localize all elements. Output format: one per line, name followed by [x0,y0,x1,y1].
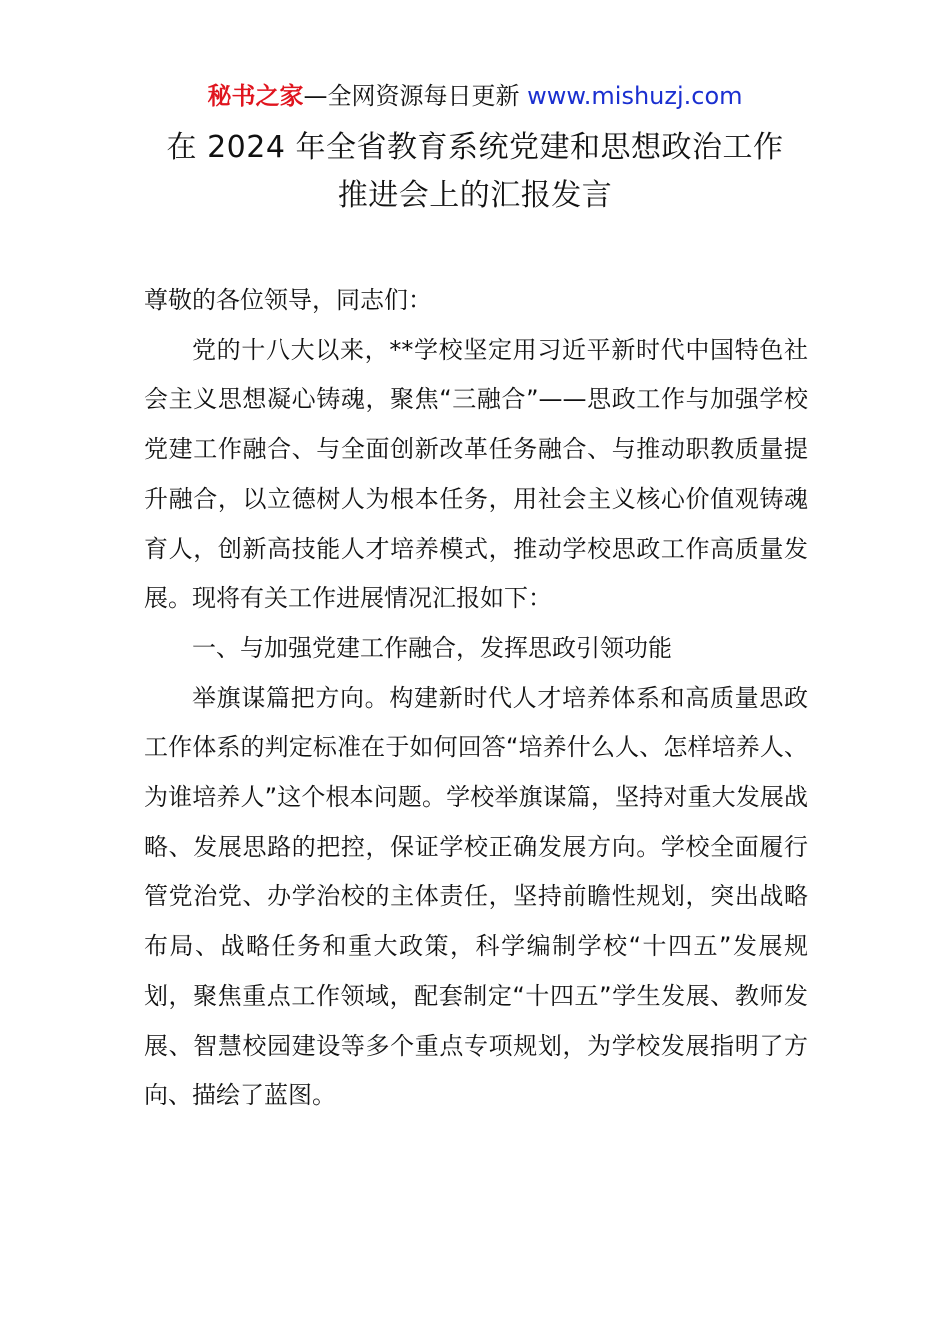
salutation: 尊敬的各位领导，同志们： [144,286,432,314]
document-body [144,276,808,1121]
section-heading-1: 一、与加强党建工作融合，发挥思政引领功能 [192,633,672,662]
site-url-link[interactable]: www.mishuzj.com [527,82,743,110]
site-brand: 秘书之家 [207,82,304,110]
title-line-2: 推进会上的汇报发言 [337,178,613,213]
site-header [0,80,950,112]
body-paragraph-1: 党的十八大以来，**学校坚定用习近平新时代中国特色社会主义思想凝心铸魂，聚焦“三融合”——思政工作与加强学校党建工作融合、与全面创新改革任务融合、与推动职教质量提升融合，以立德树人为根本任务，用社会主义核心价值观铸魂育人，创新高技能人才培养模式，推动学校思政工作高质量发展。现将有关工作进展情况汇报如下： [144,335,808,613]
title-line-1: 在 2024 年全省教育系统党建和思想政治工作 [166,130,784,165]
document-title [0,124,950,220]
body-paragraph-2: 举旗谋篇把方向。构建新时代人才培养体系和高质量思政工作体系的判定标准在于如何回答“培养什么人、怎样培养人、为谁培养人”这个根本问题。学校举旗谋篇，坚持对重大发展战略、发展思路的把控，保证学校正确发展方向。学校全面履行管党治党、办学治校的主体责任，坚持前瞻性规划，突出战略布局、战略任务和重大政策，科学编制学校“十四五”发展规划，聚焦重点工作领域，配套制定“十四五”学生发展、教师发展、智慧校园建设等多个重点专项规划，为学校发展指明了方向、描绘了蓝图。 [144,683,808,1110]
site-tagline: —全网资源每日更新 [303,82,528,110]
